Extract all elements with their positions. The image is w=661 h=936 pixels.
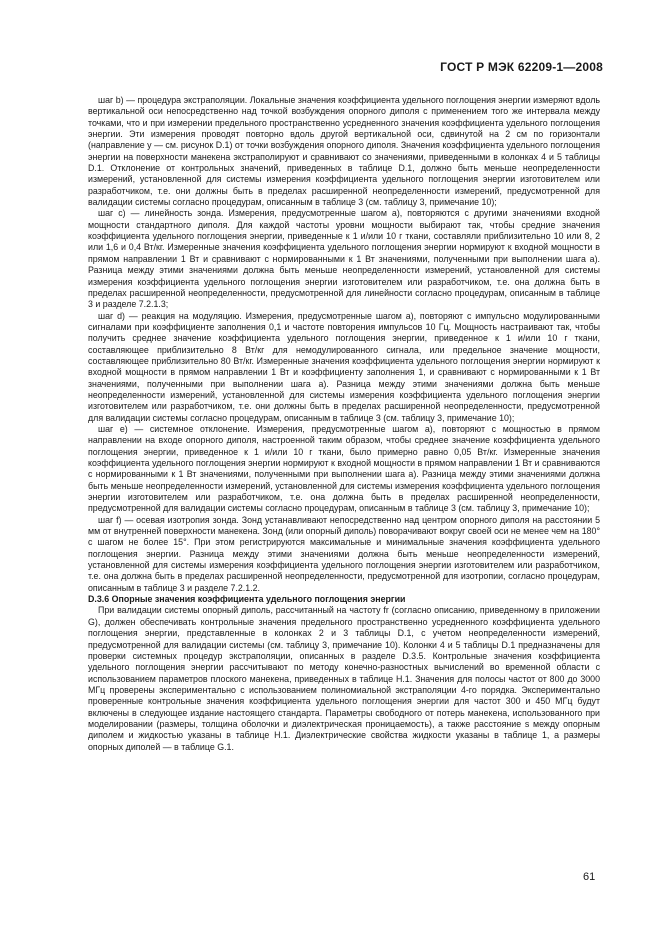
document-header: ГОСТ Р МЭК 62209-1—2008	[440, 60, 603, 74]
paragraph-step-c: шаг c) — линейность зонда. Измерения, предусмотренные шагом a), повторяются с другими значениями входной мощности стандартного диполя. Для каждой частоты уровни мощности выбирают так, чтобы средние значения коэффициента удельного поглощения энергии, приведенные к 1 и/или 10 г ткани, составляли приблизительно 10 или 8, 2 или 1,6 и 0,4 Вт/кг. Измеренные значения коэффициента удельного поглощения энергии нормируют к входной мощности в прямом направлении 1 Вт и сравнивают с нормированными к 1 Вт значениями, полученными при выполнении шага a). Разница между этими значениями должна быть меньше неопределенности измерений, установленной для системы измерения коэффициента удельного поглощения энергии изготовителем или разработчиком, т.е. она должна быть в пределах расширенной неопределенности, предусмотренной для линейности согласно процедурам, описанным в таблице 3 и разделе 7.2.1.3;	[88, 208, 600, 310]
paragraph-reference-values: При валидации системы опорный диполь, рассчитанный на частоту fr (согласно описанию, приведенному в приложении G), должен обеспечивать контрольные значения предельного пространственно усредненного коэффициента удельного поглощения энергии, представленные в колонках 2 и 3 таблицы D.1, с учетом неопределенности измерений, предусмотренной для валидации системы (см. таблицу 3, примечание 10). Колонки 4 и 5 таблицы D.1 предназначены для проверки системных процедур экстраполяции, описанных в разделе D.3.5. Контрольные значения коэффициента удельного поглощения энергии рассчитывают по методу конечно-разностных вычислений во временной области с использованием параметров плоского манекена, приведенных в таблице H.1. Значения для полосы частот от 800 до 3000 МГц проверены экспериментально с использованием полиномиальной экстраполяции 4-го порядка. Экспериментально проверенные контрольные значения коэффициента удельного поглощения энергии для частот 300 и 450 МГц будут включены в следующее издание настоящего стандарта. Параметры свободного от потерь манекена, использованного при моделировании (размеры, толщина оболочки и диэлектрическая проницаемость), а также расстояние s между опорным диполем и жидкостью указаны в таблице H.1. Диэлектрические свойства жидкости указаны в таблице 1, а размеры опорных диполей — в таблице G.1.	[88, 605, 600, 752]
section-heading: D.3.6 Опорные значения коэффициента удельного поглощения энергии	[88, 594, 406, 605]
page-number: 61	[583, 871, 596, 883]
document-body	[88, 95, 600, 753]
paragraph-step-b: шаг b) — процедура экстраполяции. Локальные значения коэффициента удельного поглощения энергии измеряют вдоль вертикальной оси непосредственно над точкой возбуждения опорного диполя с применением того же интервала между точками, что и при измерении предельного пространственно усредненного значения коэффициента удельного поглощения энергии. Эти измерения проводят повторно вдоль другой вертикальной оси, сдвинутой на 2 см по горизонтали (направление у — см. рисунок D.1) от точки возбуждения опорного диполя. Значения коэффициента удельного поглощения энергии на поверхности манекена экстраполируют и сравнивают со значениями, приведенными в колонках 4 и 5 таблицы D.1. Отклонение от контрольных значений, приведенных в таблице D.1, должно быть меньше неопределенности измерений, установленной для системы измерения коэффициента удельного поглощения энергии изготовителем или разработчиком, т.е. они должны быть в пределах расширенной неопределенности измерений, предусмотренной для валидации системы согласно процедурам, описанным в таблице 3 (см. таблицу 3, примечание 10);	[88, 95, 600, 208]
paragraph-step-f: шаг f) — осевая изотропия зонда. Зонд устанавливают непосредственно над центром опорного диполя на расстоянии 5 мм от внутренней поверхности манекена. Зонд (или опорный диполь) поворачивают вокруг своей оси не менее чем на 180° с шагом не более 15°. При этом регистрируются максимальные и минимальные значения коэффициента удельного поглощения энергии. Разница между этими значениями должна быть меньше неопределенности измерений, установленной для системы измерения коэффициента удельного поглощения энергии изготовителем или разработчиком, т.е. она должна быть в пределах расширенной неопределенности, предусмотренной для изотропии, согласно процедурам, описанным в таблице 3 и разделе 7.2.1.2.	[88, 514, 600, 593]
paragraph-step-e: шаг e) — системное отклонение. Измерения, предусмотренные шагом a), повторяют с мощностью в прямом направлении на входе опорного диполя, настроенной таким образом, чтобы среднее значение коэффициента удельного поглощения энергии, приведенное к 1 и/или 10 г ткани, было примерно равно 0,05 Вт/кг. Измеренные значения коэффициента удельного поглощения энергии нормируют к входной мощности в прямом направлении 1 Вт и сравниваются с нормированными к 1 Вт значениями, полученными при выполнении шага a). Разница между этими значениями должна быть меньше неопределенности измерений, установленной для системы измерения коэффициента удельного поглощения энергии изготовителем или разработчиком, т.е. она должна быть в пределах расширенной неопределенности, предусмотренной для валидации системы согласно процедурам, описанным в таблице 3 (см. таблицу 3, примечание 10);	[88, 423, 600, 514]
paragraph-step-d: шаг d) — реакция на модуляцию. Измерения, предусмотренные шагом a), повторяют с импульсно модулированными сигналами при коэффициенте заполнения 0,1 и частоте повторения импульсов 10 Гц. Мощность настраивают так, чтобы получить среднее значение коэффициента удельного поглощения энергии, приведенное к 1 и/или 10 г ткани, составляющее приблизительно 8 Вт/кг для немодулированного сигнала, или предельное значение мощности, составляющее приблизительно 80 Вт/кг. Измеренные значения коэффициента удельного поглощения энергии нормируют к входной мощности в прямом направлении 1 Вт и коэффициенту заполнения 1, и сравнивают с нормированными к 1 Вт значениями, полученными при выполнении шага a). Разница между этими значениями должна быть меньше неопределенности измерений, установленной для системы измерения коэффициента удельного поглощения энергии изготовителем или разработчиком, т.е. они должны быть в пределах расширенной неопределенности, предусмотренной для валидации системы согласно процедурам, описанным в таблице 3 (см. таблицу 3, примечание 10);	[88, 310, 600, 423]
